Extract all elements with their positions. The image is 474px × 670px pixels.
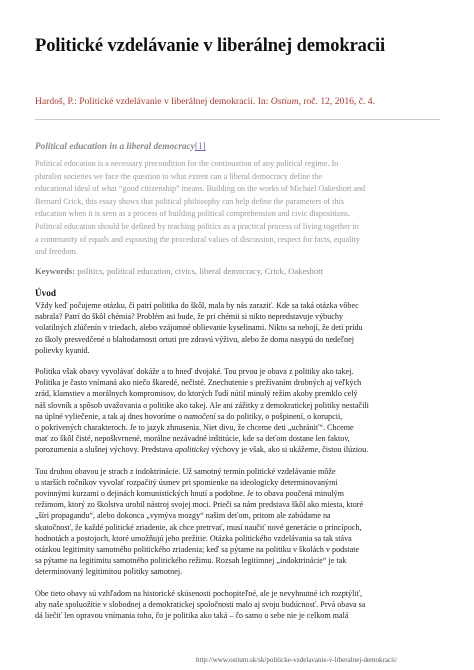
line-end: výchovy je však, ako si ukážeme, čistou ilúziou. [209, 445, 369, 455]
line-start: porozumenia a slušnej výchovy. Predstava [35, 445, 175, 455]
abstract-heading-text: Political education in a liberal democracy [35, 142, 195, 152]
paragraph-line: u starších ročníkov vyvolať rozpačitý úsmev pri spomienke na ideologicky determinovanými [35, 477, 338, 487]
paragraph-line: režimom, ktorý zo školstva urobil nástroj svojej moci. Prieči sa nám predstava škôl ako miesta, ktoré [35, 500, 364, 510]
line-start: na úplné vyliečenie, a tak aj dnes hovoríme o [35, 411, 184, 421]
paragraph-line: Politika je často vnímaná ako niečo škaredé, nečisté. Znechutenie s prežívaním drobných aj veľkých [35, 378, 362, 388]
divider [35, 119, 440, 120]
italic-term: namočení [183, 411, 216, 421]
paragraph-line: mať zo škôl čisté, nepoškvrnené, morálne nezávadné inštitúcie, kde sa deťom dostane len faktov, [35, 434, 350, 444]
article-body [35, 288, 440, 631]
paragraph-line: zrád, klamstiev a morálnych kompromisov, do ktorých ľudí nútil minulý režim akoby premklo celý [35, 389, 358, 399]
section-heading: Úvod [35, 288, 56, 298]
keywords [35, 266, 440, 276]
paragraph [35, 300, 440, 356]
paragraph-line: Obe tieto obavy sú vzhľadom na historické skúsenosti pochopiteľné, ale je nevyhnutné ich rozptýliť, [35, 588, 363, 598]
footnote-link[interactable]: [1] [194, 142, 206, 152]
abstract-line: pluralist societies we face the question to what extent can a liberal democracy define the [35, 171, 322, 181]
paragraph-line: skutočnosť, že každé politické zriadenie, ak chce pretrvať, musí naučiť nové generácie o princípoch, [35, 522, 362, 532]
paragraph-line: o pokrivených charakteroch. Je to jazyk zhnusenia. Niet divu, že chceme deti „uchrániť“. Chceme [35, 423, 354, 433]
paragraph-line [35, 444, 440, 455]
paragraph-line: zo školy presvedčené o blahodarnosti ortuti pre zdravú výživu, alebo že doma nasypú do nedeľnej [35, 334, 354, 344]
line-end: sa do politiky, o pošpinení, o korupcii, [215, 411, 343, 421]
citation-suffix: , roč. 12, 2016, č. 4. [298, 96, 375, 107]
paragraph [35, 366, 440, 456]
paragraph-line [35, 411, 440, 422]
italic-term: apolitickej [174, 445, 210, 455]
footer-url[interactable]: http://www.ostium.sk/sk/politicke-vzdelavanie-v-liberalnej-demokracii/ [196, 656, 397, 664]
paragraph [35, 466, 440, 578]
abstract-line: education when it is seen as a process of building political comprehension and civic dispositions. [35, 209, 351, 219]
abstract [35, 158, 440, 259]
paragraph-line: Tou druhou obavou je strach z indoktrinácie. Už samotný termín politické vzdelávanie môže [35, 466, 336, 476]
paragraph-line: nabrala? Patrí do škôl chémia? Problém asi bude, že pri chémii si nikto nepredstavuje výbuchy [35, 312, 343, 322]
paragraph-line: aby naše spoluožitie v slobodnej a demokratickej spoločnosti malo aj svoju budúcnosť. Prvá obava sa [35, 599, 366, 609]
paragraph-line: dá liečiť len opravou vnímania toho, čo je politika ako taká – čo samo o sebe nie je celkom malá [35, 611, 349, 621]
abstract-line: Political education is a necessary precondition for the continuation of any political regime. In [35, 159, 339, 168]
abstract-heading [35, 142, 206, 152]
abstract-line: Bernard Crick, this essay shows that political philosophy can help define the parameters of this [35, 196, 344, 206]
abstract-line: a community of equals and espousing the procedural values of discussion, respect for facts, equality [35, 234, 360, 244]
paragraph-line: povinnými kurzami o dejinách komunistických hnutí a podobne. Je to obava poučená minulým [35, 489, 344, 499]
paragraph-line: „šíri propagandu“, alebo dokonca „vymýva mozgy“ našim deťom, pritom ale zabúdame na [35, 511, 331, 521]
keywords-text: politics, political education, civics, liberal democracy, Crick, Oakeshott [75, 266, 323, 276]
paragraph-line: náš slovník a spôsob uvažovania o politike ako takej. Ale ani zážitky z demokratickej politiky nestačili [35, 400, 369, 410]
citation-prefix: Hardoš, P.: Politické vzdelávanie v liberálnej demokracii. In: [35, 96, 271, 107]
paragraph-line: sa pýtame na legitimitu samotného politického režimu. Rozsah legitímnej „indoktrinácie“ je tak [35, 556, 347, 566]
abstract-line: educational ideal of what “good citizenship” means. Building on the works of Michael Oakeshott and [35, 184, 366, 194]
paragraph-line: Vždy keď počujeme otázku, či patrí politika do škôl, mala by nás zaraziť. Kde sa taká otázka vôbec [35, 301, 359, 310]
paragraph-line: volatilných zlúčenín v triedach, alebo vzájomné oblievanie kyselinami. Nikto sa nebojí, že deti prídu [35, 323, 363, 333]
abstract-line: and freedom. [35, 247, 78, 257]
paragraph-line: polievky kyanid. [35, 345, 90, 355]
paragraph-line: Politika však obavy vyvolávať dokáže a to hneď dvojaké. Tou prvou je obava z politiky ako takej. [35, 367, 354, 377]
abstract-line: Political education should be defined by teaching politics as a practical process of living together in [35, 221, 359, 231]
paragraph-line: hodnotách a postojoch, ktoré umožňujú jeho prežitie. Otázka politického vzdelávania sa tak stáva [35, 533, 352, 543]
paragraph [35, 588, 440, 622]
citation [35, 96, 455, 107]
page-title: Politické vzdelávanie v liberálnej demokracii [35, 36, 386, 56]
paragraph-line: otázkou legitimity samotného politického zriadenia; keď sa pýtame na politiku v školách v podstate [35, 545, 360, 555]
paragraph-line: determinovaný legitimitou politiky samotnej. [35, 567, 183, 577]
keywords-label: Keywords: [35, 266, 76, 276]
citation-journal: Ostium [270, 96, 299, 107]
